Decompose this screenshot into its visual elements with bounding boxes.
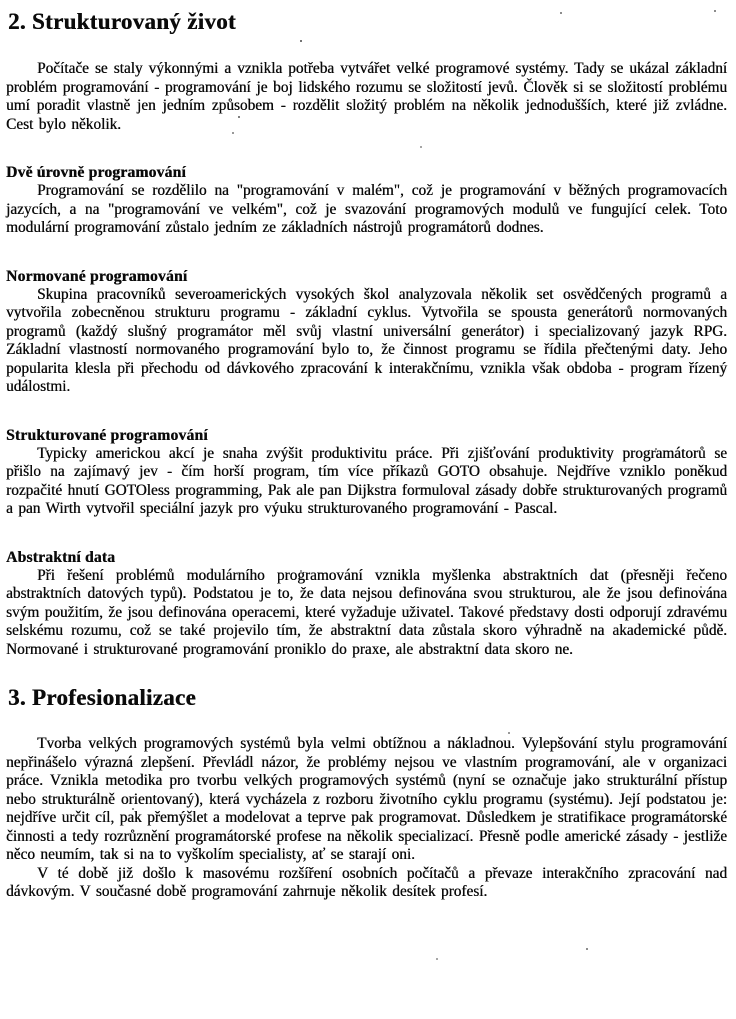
subsection-strukturovane-programovani xyxy=(6,426,727,519)
section-3-paragraph-2: V té době již došlo k masovému rozšíření osobních počítačů a převaze interakčního zpracování nad dávkovým. V současné době programování zahrnuje několik desítek profesí. xyxy=(6,864,727,900)
scan-noise-specks xyxy=(0,0,2,2)
subsection-title-strukturovane: Strukturované programování xyxy=(6,426,208,444)
section-2-heading: 2. Strukturovaný život xyxy=(8,9,236,34)
subsection-normovane-programovani xyxy=(6,267,727,397)
subsection-paragraph-normovane: Skupina pracovníků severoamerických vysokých škol analyzovala několik set osvědčených programů a vytvořila zobecněnou strukturu programu - základní cyklus. Vytvořila se spousta generátorů normovaných programů (každý slušný programátor měl svůj vlastní universální generátor) i specializovaný jazyk RPG. Základní vlastností normovaného programování bylo to, že činnost programu se řídila přečtenými daty. Jeho popularita klesla při přechodu od dávkového zpracování k interakčnímu, vznikla však obdoba - program řízený událostmi. xyxy=(6,285,727,395)
section-3-paragraph-1: Tvorba velkých programových systémů byla velmi obtížnou a nákladnou. Vylepšování stylu programování nepřinášelo výrazná zlepšení. Převládl názor, že problémy nejsou ve vlastním programování, ale v organizaci práce. Vznikla metodika pro tvorbu velkých programových systémů (nyní se označuje jako strukturální přístup nebo strukturálně orientovaný), která vycházela z rozboru životního cyklu programu (systému). Její podstatou je: nejdříve určit cíl, pak přemýšlet a modelovat a teprve pak programovat. Důsledkem je stratifikace programátorské činnosti a tedy rozrůznění programátorské profese na několik specializací. Přesně podle americké zásady - jestliže něco neumím, tak si na to vyškolím specialisty, ať se starají oni. xyxy=(6,735,727,863)
subsection-dve-urovne-programovani xyxy=(6,163,727,238)
subsection-paragraph-abstraktni-data: Při řešení problémů modulárního programování vznikla myšlenka abstraktních dat (přesněji řečeno abstraktních datových typů). Podstatou je to, že data nejsou definována svou strukturou, ale že jsou definována svým použitím, že jsou definována operacemi, které vyžaduje uživatel. Takové představy dosti odporují zdravému selskému rozumu, což se také projevilo tím, že abstraktní data zůstala skoro výhradně na akademické půdě. Normované i strukturované programování proniklo do praxe, ale abstraktní data skoro ne. xyxy=(6,566,727,658)
section-strukturovany-zivot xyxy=(6,8,727,659)
subsection-title-dve-urovne: Dvě úrovně programování xyxy=(6,164,186,181)
subsection-paragraph-dve-urovne: Programování se rozdělilo na "programování v malém", což je programování v běžných programovacích jazycích, a na "programování ve velkém", což je svazování programových modulů ve fungující celek. Toto modulární programování zůstalo jedním ze základních nástrojů programátorů dodnes. xyxy=(6,182,727,236)
section-3-heading: 3. Profesionalizace xyxy=(8,685,196,710)
subsection-title-normovane: Normované programování xyxy=(6,267,188,285)
section-profesionalizace xyxy=(6,684,727,902)
subsection-title-abstraktni-data: Abstraktní data xyxy=(6,548,116,566)
subsection-paragraph-strukturovane: Typicky americkou akcí je snaha zvýšit produktivitu práce. Při zjišťování produktivity programátorů se přišlo na zajímavý jev - čím horší program, tím více příkazů GOTO obsahuje. Nejdříve vzniklo poněkud rozpačité hnutí GOTOless programming, Pak ale pan Dijkstra formuloval zásady dobře strukturovaných programů a pan Wirth vytvořil speciální jazyk pro výuku strukturovaného programování - Pascal. xyxy=(6,444,727,517)
section-2-intro-paragraph: Počítače se staly výkonnými a vznikla potřeba vytvářet velké programové systémy. Tady se ukázal základní problém programování - programování je boj lidského rozumu se složitostí jevů. Člověk si se složitostí problému umí poradit vlastně jen jedním způsobem - rozdělit složitý problém na několik jednodušších, které již zvládne. Cest bylo několik. xyxy=(6,60,727,133)
subsection-abstraktni-data xyxy=(6,548,727,660)
